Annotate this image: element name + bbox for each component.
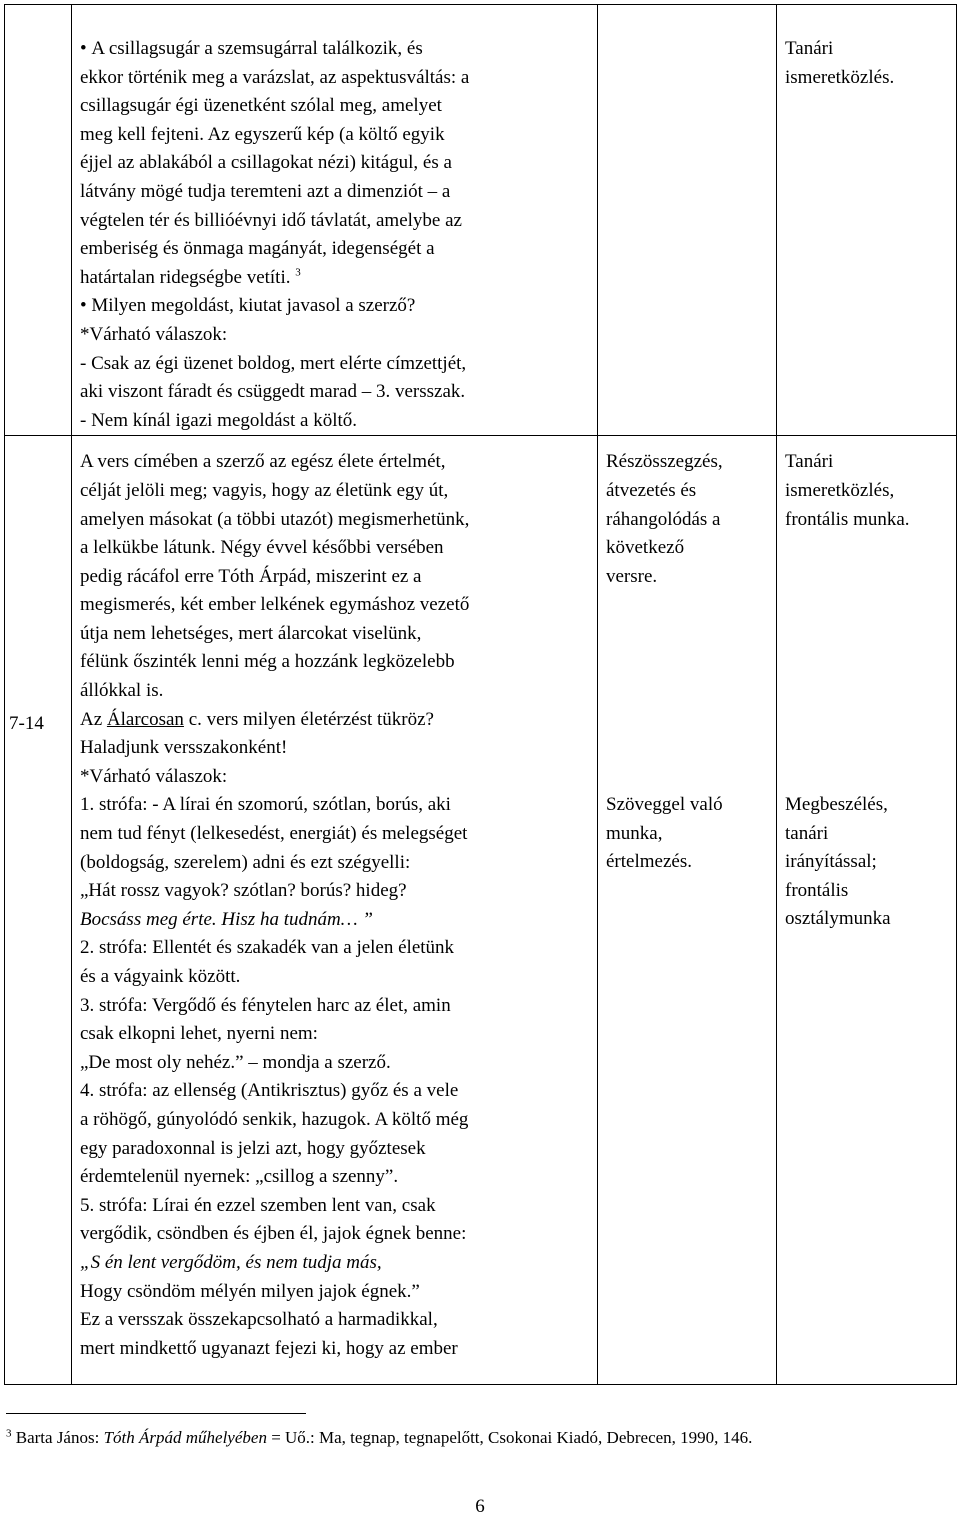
- footnote-mark: 3: [6, 1427, 12, 1440]
- stanza5-line: vergődik, csöndben és éjben él, jajok égnek benne:: [80, 1223, 467, 1245]
- row2-question-line2: Haladjunk versszakonként!: [80, 737, 288, 759]
- footnote-separator: [6, 1413, 306, 1414]
- footnote: [6, 1428, 752, 1448]
- row1-line: • A csillagsugár a szemsugárral találkozik, és: [80, 35, 591, 64]
- row1-question: • Milyen megoldást, kiutat javasol a szerző?: [80, 292, 591, 321]
- row2-content-cell: [72, 436, 598, 1385]
- form-line: osztálymunka: [785, 908, 891, 930]
- row1-line: meg kell fejteni. Az egyszerű kép (a költő egyik: [80, 123, 445, 145]
- form-line: irányítással;: [785, 851, 877, 873]
- stanza1-line: 1. strófa: - A lírai én szomorú, szótlan, borús, aki: [80, 794, 451, 816]
- stanza4-line: egy paradoxonnal is jelzi azt, hogy győztesek: [80, 1137, 426, 1159]
- row2-intro-line: célját jelöli meg; vagyis, hogy az életünk egy út,: [80, 479, 449, 501]
- footnote-after: = Uő.: Ma, tegnap, tegnapelőtt, Csokonai Kiadó, Debrecen, 1990, 146.: [266, 1428, 753, 1447]
- table-row: [5, 436, 957, 1385]
- row2-form-cell: [777, 436, 957, 1385]
- row2-number-cell: [5, 436, 72, 1385]
- row1-line: látvány mögé tudja teremteni azt a dimenziót – a: [80, 180, 451, 202]
- method-line: munka,: [606, 822, 663, 844]
- row2-method-cell: [598, 436, 777, 1385]
- row2-intro-line: megismerés, két ember lelkének egymáshoz vezető: [80, 594, 470, 616]
- stanza2-line: 2. strófa: Ellentét és szakadék van a jelen életünk: [80, 937, 455, 959]
- stanza3-line: csak elkopni lehet, nyerni nem:: [80, 1023, 318, 1045]
- question-prefix: Az: [80, 708, 107, 730]
- stanza5-line: 5. strófa: Lírai én ezzel szemben lent van, csak: [80, 1194, 436, 1216]
- stanza4-line: érdemtelenül nyernek: „csillog a szenny”.: [80, 1166, 399, 1188]
- row1-line: végtelen tér és billióévnyi idő távlatát, amelybe az: [80, 209, 462, 231]
- row1-line: ekkor történik meg a varázslat, az aspektusváltás: a: [80, 66, 470, 88]
- form-line: frontális munka.: [785, 508, 910, 530]
- footnote-reference: 3: [295, 266, 301, 279]
- stanza5-line: Ez a versszak összekapcsolható a harmadikkal,: [80, 1309, 438, 1331]
- method-line: Szöveggel való: [606, 794, 723, 816]
- method-line: átvezetés és: [606, 479, 697, 501]
- row2-intro-line: a lelkükbe látunk. Négy évvel későbbi versében: [80, 537, 444, 559]
- lesson-plan-table: [4, 4, 957, 1385]
- row1-form-line: Tanári: [785, 38, 834, 59]
- row1-line: határtalan ridegségbe vetíti.: [80, 266, 291, 288]
- method-line: következő: [606, 537, 685, 559]
- row1-content-cell: [72, 5, 598, 436]
- stanza1-quote: „Hát rossz vagyok? szótlan? borús? hideg?: [80, 880, 407, 902]
- row1-form-cell: [777, 5, 957, 436]
- row1-answer: - Nem kínál igazi megoldást a költő.: [80, 409, 358, 431]
- method-line: versre.: [606, 565, 658, 587]
- lesson-step-number: 7-14: [9, 713, 44, 735]
- method-line: Részösszegzés,: [606, 451, 723, 473]
- table-row: [5, 5, 957, 436]
- form-line: frontális: [785, 879, 849, 901]
- stanza3-line: 3. strófa: Vergődő és fénytelen harc az élet, amin: [80, 994, 451, 1016]
- row1-line: éjjel az ablakából a csillagokat nézi) kitágul, és a: [80, 152, 452, 174]
- expected-answers-label: *Várható válaszok:: [80, 323, 228, 345]
- poem-title: Álarcosan: [106, 708, 184, 730]
- stanza2-line: és a vágyaink között.: [80, 966, 241, 987]
- expected-answers-label: *Várható válaszok:: [80, 765, 228, 787]
- stanza5-line: mert mindkettő ugyanazt fejezi ki, hogy az ember: [80, 1337, 458, 1359]
- method-line: értelmezés.: [606, 851, 692, 873]
- form-line: Megbeszélés,: [785, 794, 888, 816]
- row2-intro-line: amelyen másokat (a többi utazót) megismerhetünk,: [80, 508, 470, 530]
- row2-intro-line: állókkal is.: [80, 680, 164, 702]
- row2-intro-line: pedig rácáfol erre Tóth Árpád, miszerint ez a: [80, 565, 422, 587]
- stanza1-quote: Bocsáss meg érte. Hisz ha tudnám… ”: [80, 908, 373, 930]
- row2-question: [80, 706, 591, 735]
- row1-method-cell: [598, 5, 777, 436]
- method-line: ráhangolódás a: [606, 508, 721, 530]
- row1-answer: aki viszont fáradt és csüggedt marad – 3. versszak.: [80, 381, 466, 403]
- row1-form-line: ismeretközlés.: [785, 66, 895, 88]
- row1-line: emberiség és önmaga magányát, idegenségét a: [80, 238, 435, 260]
- stanza3-line: „De most oly nehéz.” – mondja a szerző.: [80, 1051, 391, 1073]
- form-line: ismeretközlés,: [785, 479, 895, 501]
- row2-intro-line: A vers címében a szerző az egész élete értelmét,: [80, 451, 446, 473]
- stanza5-quote: Hogy csöndöm mélyén milyen jajok égnek.”: [80, 1280, 420, 1302]
- stanza5-quote: „S én lent vergődöm, és nem tudja más,: [80, 1251, 382, 1273]
- row1-number-cell: [5, 5, 72, 436]
- row1-answer: - Csak az égi üzenet boldog, mert elérte címzettjét,: [80, 352, 467, 374]
- stanza4-line: a röhögő, gúnyolódó senkik, hazugok. A költő még: [80, 1108, 469, 1130]
- form-line: tanári: [785, 822, 829, 844]
- stanza1-line: (boldogság, szerelem) adni és ezt szégyelli:: [80, 851, 411, 873]
- question-suffix: c. vers milyen életérzést tükröz?: [183, 708, 434, 730]
- row2-intro-line: félünk őszinték lenni még a hozzánk legközelebb: [80, 651, 455, 673]
- footnote-before: Barta János:: [11, 1428, 104, 1447]
- stanza4-line: 4. strófa: az ellenség (Antikrisztus) győz és a vele: [80, 1080, 459, 1102]
- form-line: Tanári: [785, 451, 834, 473]
- footnote-title: Tóth Árpád műhelyében: [103, 1428, 267, 1447]
- page-number: 6: [475, 1496, 485, 1517]
- row2-intro-line: útja nem lehetséges, mert álarcokat viselünk,: [80, 622, 422, 644]
- row1-line: csillagsugár égi üzenetként szólal meg, amelyet: [80, 95, 442, 117]
- stanza1-line: nem tud fényt (lelkesedést, energiát) és melegséget: [80, 823, 468, 845]
